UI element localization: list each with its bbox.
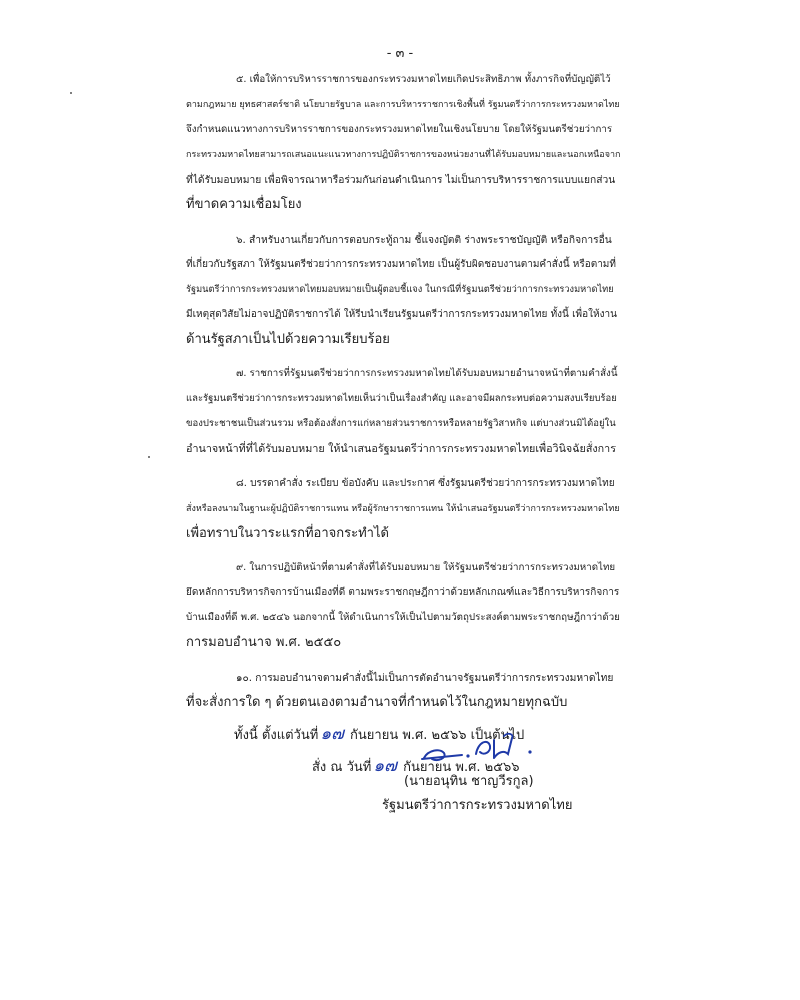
paragraph-line: ด้านรัฐสภาเป็นไปด้วยความเรียบร้อย [186, 332, 390, 347]
paragraph-line: ๑๐. การมอบอำนาจตามคำสั่งนี้ไม่เป็นการตัดอำนาจรัฐมนตรีว่าการกระทรวงมหาดไทย [236, 672, 614, 684]
scan-speck [148, 456, 150, 458]
paragraph-line: รัฐมนตรีว่าการกระทรวงมหาดไทยมอบหมายเป็นผู้ตอบชี้แจง ในกรณีที่รัฐมนตรีช่วยว่าการกระทรวงมหาดไทย [186, 284, 614, 295]
signer-name: (นายอนุทิน ชาญวีรกูล) [404, 774, 534, 789]
paragraph-line: ที่จะสั่งการใด ๆ ด้วยตนเองตามอำนาจที่กำหนดไว้ในกฎหมายทุกฉบับ [186, 695, 568, 710]
order-date-prefix: สั่ง ณ วันที่ [312, 760, 372, 775]
paragraph-line: การมอบอำนาจ พ.ศ. ๒๕๕๐ [186, 635, 342, 650]
paragraph-line: ยึดหลักการบริหารกิจการบ้านเมืองที่ดี ตามพระราชกฤษฎีกาว่าด้วยหลักเกณฑ์และวิธีการบริหารกิจการ [186, 587, 620, 598]
paragraph-line: มีเหตุสุดวิสัยไม่อาจปฏิบัติราชการได้ ให้รีบนำเรียนรัฐมนตรีว่าการกระทรวงมหาดไทย ทั้งนี้ เพื่อให้งาน [186, 309, 617, 320]
paragraph-line: เพื่อทราบในวาระแรกที่อาจกระทำได้ [186, 526, 389, 541]
signature-icon [418, 728, 548, 768]
paragraph-line: ๙. ในการปฏิบัติหน้าที่ตามคำสั่งที่ได้รับมอบหมาย ให้รัฐมนตรีช่วยว่าการกระทรวงมหาดไทย [236, 562, 616, 573]
effective-date-day: ๑๗ [320, 724, 344, 744]
signer-title: รัฐมนตรีว่าการกระทรวงมหาดไทย [382, 798, 573, 813]
paragraph-line: ของประชาชนเป็นส่วนรวม หรือต้องสั่งการแก่หลายส่วนราชการหรือหลายรัฐวิสาหกิจ แต่บางส่วนมิได้อยู่ใน [186, 418, 616, 429]
order-date-day: ๑๗ [373, 756, 397, 776]
paragraph-line: และรัฐมนตรีช่วยว่าการกระทรวงมหาดไทยเห็นว่าเป็นเรื่องสำคัญ และอาจมีผลกระทบต่อความสงบเรียบร้อย [186, 393, 617, 404]
paragraph-line: อำนาจหน้าที่ที่ได้รับมอบหมาย ให้นำเสนอรัฐมนตรีว่าการกระทรวงมหาดไทยเพื่อวินิจฉัยสั่งการ [186, 442, 616, 455]
paragraph-line: ๗. ราชการที่รัฐมนตรีช่วยว่าการกระทรวงมหาดไทยได้รับมอบหมายอำนาจหน้าที่ตามคำสั่งนี้ [236, 368, 618, 379]
paragraph-line: บ้านเมืองที่ดี พ.ศ. ๒๕๔๖ นอกจากนี้ ให้ดำเนินการให้เป็นไปตามวัตถุประสงค์ตามพระราชกฤษฎีกาว่าด้วย [186, 612, 620, 623]
page-number: - ๓ - [386, 46, 414, 61]
order-date-suffix: กันยายน พ.ศ. ๒๕๖๖ [403, 760, 520, 775]
paragraph-line: ที่เกี่ยวกับรัฐสภา ให้รัฐมนตรีช่วยว่าการกระทรวงมหาดไทย เป็นผู้รับผิดชอบงานตามคำสั่งนี้ หรือตามที่ [186, 259, 616, 270]
scan-speck [70, 92, 72, 94]
paragraph-line: ที่ได้รับมอบหมาย เพื่อพิจารณาหารือร่วมกันก่อนดำเนินการ ไม่เป็นการบริหารราชการแบบแยกส่วน [186, 174, 616, 186]
effective-date-suffix: กันยายน พ.ศ. ๒๕๖๖ เป็นต้นไป [350, 728, 525, 743]
paragraph-line: ๕. เพื่อให้การบริหารราชการของกระทรวงมหาดไทยเกิดประสิทธิภาพ ทั้งภารกิจที่บัญญัติไว้ [236, 74, 611, 85]
effective-date-prefix: ทั้งนี้ ตั้งแต่วันที่ [234, 728, 319, 743]
paragraph-line: กระทรวงมหาดไทยสามารถเสนอแนะแนวทางการปฏิบัติราชการของหน่วยงานที่ได้รับมอบหมายและนอกเหนือจาก [186, 150, 621, 160]
paragraph-line: ๘. บรรดาคำสั่ง ระเบียบ ข้อบังคับ และประกาศ ซึ่งรัฐมนตรีช่วยว่าการกระทรวงมหาดไทย [236, 478, 615, 489]
paragraph-line: ที่ขาดความเชื่อมโยง [186, 197, 302, 212]
paragraph-line: จึงกำหนดแนวทางการบริหารราชการของกระทรวงมหาดไทยในเชิงนโยบาย โดยให้รัฐมนตรีช่วยว่าการ [186, 124, 613, 135]
paragraph-line: สั่งหรือลงนามในฐานะผู้ปฏิบัติราชการแทน หรือผู้รักษาราชการแทน ให้นำเสนอรัฐมนตรีว่าการกระทรวงมหาดไทย [186, 504, 620, 514]
paragraph-line: ๖. สำหรับงานเกี่ยวกับการตอบกระทู้ถาม ชี้แจงญัตติ ร่างพระราชบัญญัติ หรือกิจการอื่น [236, 234, 612, 246]
paragraph-line: ตามกฎหมาย ยุทธศาสตร์ชาติ นโยบายรัฐบาล และการบริหารราชการเชิงพื้นที่ รัฐมนตรีว่าการกระทรวงมหาดไทย [186, 100, 620, 110]
